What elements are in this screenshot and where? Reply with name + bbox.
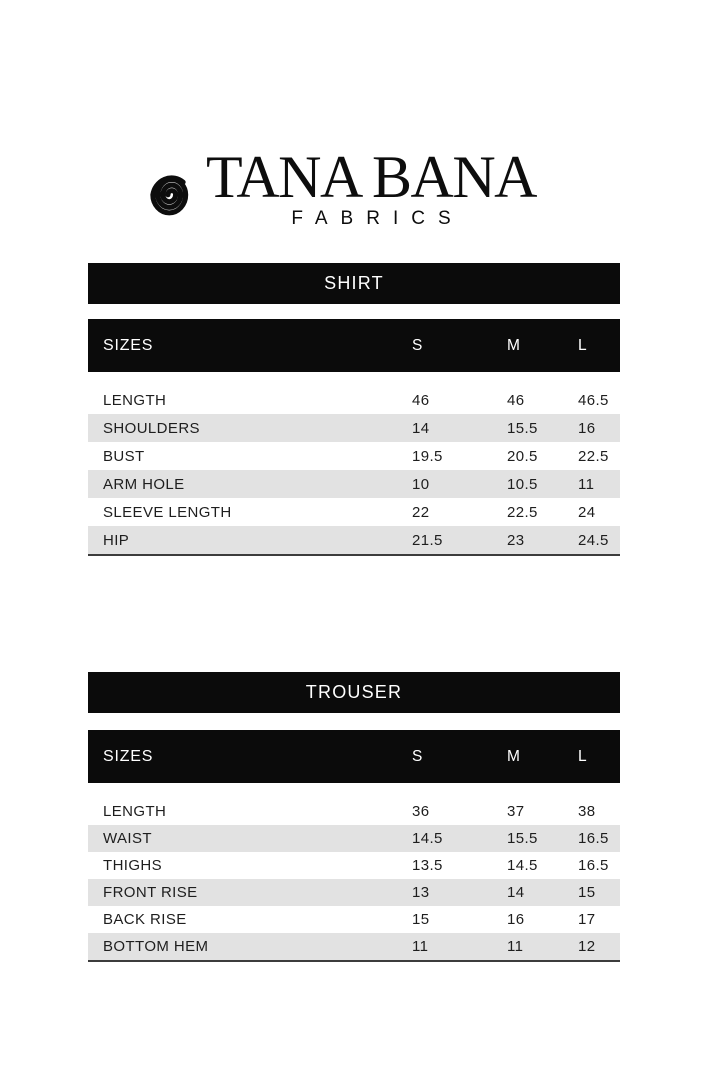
- value-s: 22: [412, 503, 430, 521]
- shirt-sizes-header-bar: [88, 319, 620, 372]
- measurement-row: [88, 906, 620, 933]
- measurement-row: [88, 852, 620, 879]
- value-m: 23: [507, 531, 525, 549]
- row-label: THIGHS: [103, 857, 163, 874]
- sizes-label: SIZES: [103, 747, 154, 765]
- measurement-row: [88, 414, 620, 442]
- trouser-sizes-header-bar: [88, 730, 620, 783]
- value-m: 14.5: [507, 857, 538, 874]
- row-label: BOTTOM HEM: [103, 938, 209, 955]
- value-l: 16.5: [578, 830, 609, 847]
- shirt-title-bar: [88, 263, 620, 304]
- value-l: 16: [578, 419, 596, 437]
- value-l: 16.5: [578, 857, 609, 874]
- value-s: 14.5: [412, 830, 443, 847]
- row-label: LENGTH: [103, 803, 167, 820]
- size-col-s: S: [412, 336, 423, 354]
- value-s: 46: [412, 391, 430, 409]
- value-s: 13.5: [412, 857, 443, 874]
- value-l: 11: [578, 475, 595, 493]
- size-col-l: L: [578, 747, 588, 765]
- measurement-row: [88, 933, 620, 960]
- value-m: 37: [507, 803, 525, 820]
- sizes-label: SIZES: [103, 336, 154, 354]
- measurement-row: [88, 879, 620, 906]
- row-label: ARM HOLE: [103, 475, 185, 493]
- measurement-row: [88, 798, 620, 825]
- brand-name: TANA BANA: [205, 144, 537, 210]
- value-l: 46.5: [578, 391, 609, 409]
- spiral-icon: [144, 163, 192, 219]
- value-m: 15.5: [507, 419, 538, 437]
- measurement-row: [88, 442, 620, 470]
- row-label: HIP: [103, 531, 130, 549]
- row-label: LENGTH: [103, 391, 167, 409]
- value-m: 20.5: [507, 447, 538, 465]
- trouser-title-bar: [88, 672, 620, 713]
- row-label: FRONT RISE: [103, 884, 198, 901]
- measurement-row: [88, 470, 620, 498]
- brand-subtitle: FABRICS: [291, 207, 464, 229]
- value-l: 12: [578, 938, 596, 955]
- measurement-row: [88, 386, 620, 414]
- section-title: TROUSER: [305, 682, 403, 702]
- value-l: 22.5: [578, 447, 609, 465]
- value-s: 19.5: [412, 447, 443, 465]
- measurement-row: [88, 825, 620, 852]
- measurement-row: [88, 526, 620, 554]
- trouser-section: [88, 672, 620, 962]
- row-label: SHOULDERS: [103, 419, 200, 437]
- value-s: 10: [412, 475, 430, 493]
- row-label: SLEEVE LENGTH: [103, 503, 232, 521]
- section-title: SHIRT: [324, 273, 384, 293]
- value-m: 22.5: [507, 503, 538, 521]
- row-label: BACK RISE: [103, 911, 187, 928]
- value-s: 36: [412, 803, 430, 820]
- value-l: 38: [578, 803, 596, 820]
- shirt-section: [88, 263, 620, 556]
- value-m: 11: [507, 938, 524, 955]
- trouser-measurements-table: [88, 798, 620, 962]
- value-l: 15: [578, 884, 596, 901]
- value-s: 14: [412, 419, 430, 437]
- value-s: 15: [412, 911, 430, 928]
- value-s: 11: [412, 938, 429, 955]
- value-m: 16: [507, 911, 525, 928]
- shirt-measurements-table: [88, 386, 620, 556]
- value-l: 17: [578, 911, 596, 928]
- row-label: BUST: [103, 447, 145, 465]
- measurement-row: [88, 498, 620, 526]
- value-s: 13: [412, 884, 430, 901]
- value-l: 24: [578, 503, 596, 521]
- value-m: 46: [507, 391, 525, 409]
- size-col-s: S: [412, 747, 423, 765]
- value-l: 24.5: [578, 531, 609, 549]
- value-m: 10.5: [507, 475, 538, 493]
- value-m: 14: [507, 884, 525, 901]
- row-label: WAIST: [103, 830, 152, 847]
- size-col-l: L: [578, 336, 588, 354]
- size-col-m: M: [507, 336, 521, 354]
- brand-text: [205, 144, 537, 230]
- brand-logo: [74, 144, 606, 230]
- value-m: 15.5: [507, 830, 538, 847]
- size-col-m: M: [507, 747, 521, 765]
- value-s: 21.5: [412, 531, 443, 549]
